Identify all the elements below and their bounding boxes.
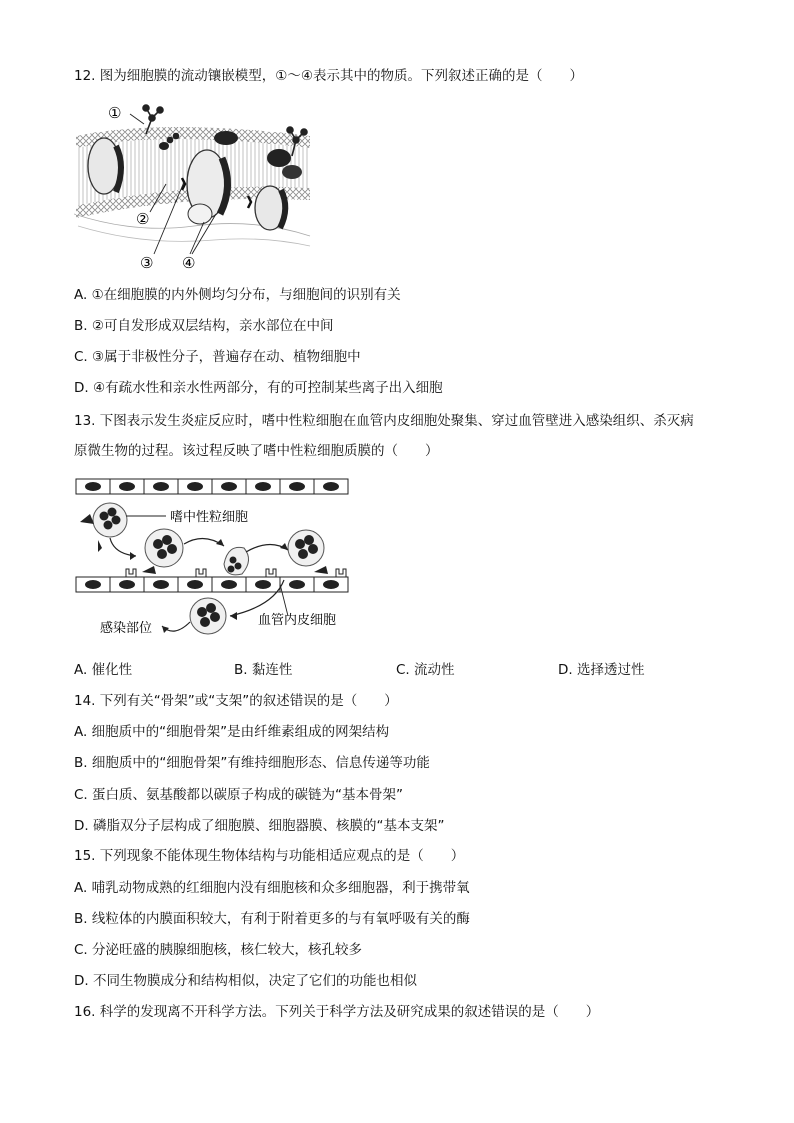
q12-option-a: A. ①在细胞膜的内外侧均匀分布，与细胞间的识别有关 xyxy=(74,287,401,303)
label-4: ④ xyxy=(182,254,196,272)
label-1: ① xyxy=(108,104,122,122)
neutrophil-figure xyxy=(74,476,374,648)
q13-stem-line2: 原微生物的过程。该过程反映了嗜中性粒细胞质膜的（ ） xyxy=(74,443,439,459)
q13-option-d: D. 选择透过性 xyxy=(558,662,645,678)
label-infection: 感染部位 xyxy=(100,621,153,636)
q13-stem-line1: 13. 下图表示发生炎症反应时，嗜中性粒细胞在血管内皮细胞处聚集、穿过血管壁进入感染组织、杀灭病 xyxy=(74,413,694,429)
label-endothelial: 血管内皮细胞 xyxy=(258,613,337,628)
label-3: ③ xyxy=(140,254,154,272)
q15-option-a: A. 哺乳动物成熟的红细胞内没有细胞核和众多细胞器，利于携带氧 xyxy=(74,880,470,896)
cell-membrane-figure xyxy=(74,96,314,274)
q14-option-a: A. 细胞质中的“细胞骨架”是由纤维素组成的网架结构 xyxy=(74,724,390,740)
q15-option-b: B. 线粒体的内膜面积较大，有利于附着更多的与有氧呼吸有关的酶 xyxy=(74,911,470,927)
q14-option-c: C. 蛋白质、氨基酸都以碳原子构成的碳链为“基本骨架” xyxy=(74,787,403,803)
q12-option-b: B. ②可自发形成双层结构，亲水部位在中间 xyxy=(74,318,334,334)
q12-stem: 12. 图为细胞膜的流动镶嵌模型，①～④表示其中的物质。下列叙述正确的是（ ） xyxy=(74,68,583,84)
q12-option-c: C. ③属于非极性分子，普遍存在动、植物细胞中 xyxy=(74,349,361,365)
label-2: ② xyxy=(136,210,150,228)
label-neutrophil: 嗜中性粒细胞 xyxy=(170,510,249,525)
q13-option-b: B. 黏连性 xyxy=(234,662,293,678)
q12-option-d: D. ④有疏水性和亲水性两部分，有的可控制某些离子出入细胞 xyxy=(74,380,443,396)
q14-option-d: D. 磷脂双分子层构成了细胞膜、细胞器膜、核膜的“基本支架” xyxy=(74,818,445,834)
q13-option-c: C. 流动性 xyxy=(396,662,455,678)
q14-stem: 14. 下列有关“骨架”或“支架”的叙述错误的是（ ） xyxy=(74,693,398,709)
endothelial-bottom-row xyxy=(76,577,348,592)
q14-option-b: B. 细胞质中的“细胞骨架”有维持细胞形态、信息传递等功能 xyxy=(74,755,430,771)
q15-option-c: C. 分泌旺盛的胰腺细胞核，核仁较大，核孔较多 xyxy=(74,942,363,958)
q15-option-d: D. 不同生物膜成分和结构相似，决定了它们的功能也相似 xyxy=(74,973,417,989)
q13-option-a: A. 催化性 xyxy=(74,662,133,678)
q16-stem: 16. 科学的发现离不开科学方法。下列关于科学方法及研究成果的叙述错误的是（ ） xyxy=(74,1004,600,1020)
q15-stem: 15. 下列现象不能体现生物体结构与功能相适应观点的是（ ） xyxy=(74,848,465,864)
endothelial-top-row xyxy=(76,479,348,494)
